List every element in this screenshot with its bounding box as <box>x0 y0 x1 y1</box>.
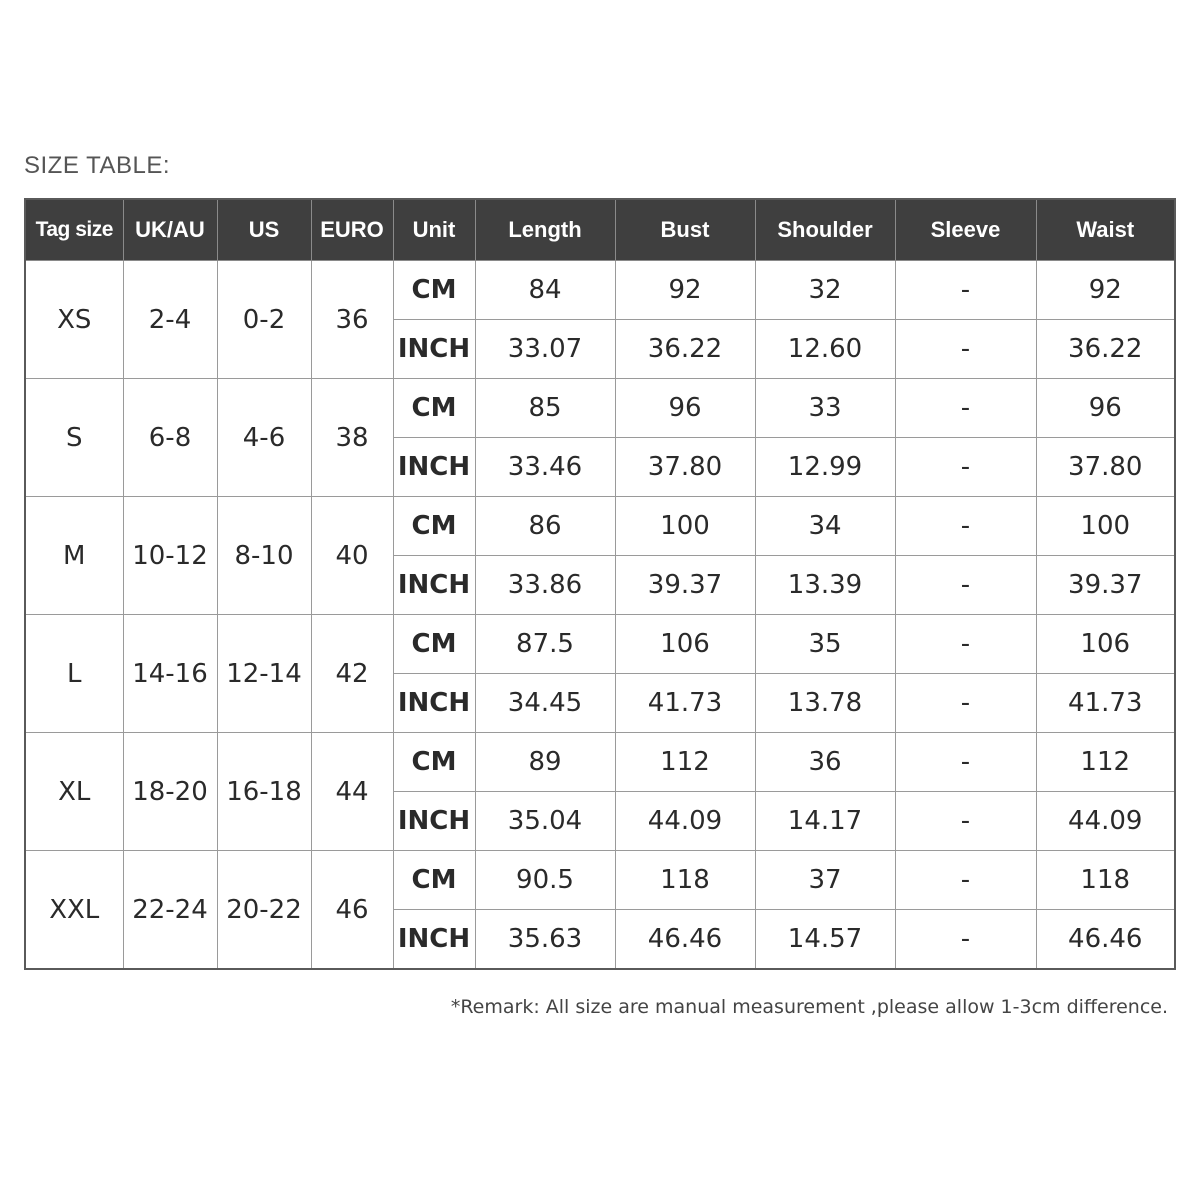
unit-cell: CM <box>393 497 475 556</box>
shoulder-cell: 13.78 <box>755 674 895 733</box>
shoulder-cell: 37 <box>755 851 895 910</box>
length-cell: 84 <box>475 261 615 320</box>
unit-cell: INCH <box>393 674 475 733</box>
euro-cell: 44 <box>311 733 393 851</box>
unit-cell: INCH <box>393 910 475 970</box>
shoulder-cell: 32 <box>755 261 895 320</box>
waist-cell: 106 <box>1036 615 1175 674</box>
length-cell: 89 <box>475 733 615 792</box>
waist-cell: 112 <box>1036 733 1175 792</box>
unit-cell: CM <box>393 379 475 438</box>
table-row-cm <box>25 733 1175 792</box>
sleeve-cell: - <box>895 320 1036 379</box>
waist-cell: 41.73 <box>1036 674 1175 733</box>
length-cell: 90.5 <box>475 851 615 910</box>
bust-cell: 39.37 <box>615 556 755 615</box>
unit-cell: CM <box>393 733 475 792</box>
header-waist: Waist <box>1036 199 1175 261</box>
shoulder-cell: 33 <box>755 379 895 438</box>
length-cell: 33.86 <box>475 556 615 615</box>
sleeve-cell: - <box>895 261 1036 320</box>
uk-au-cell: 10-12 <box>123 497 217 615</box>
header-row <box>25 199 1175 261</box>
length-cell: 86 <box>475 497 615 556</box>
sleeve-cell: - <box>895 497 1036 556</box>
uk-au-cell: 22-24 <box>123 851 217 970</box>
shoulder-cell: 14.17 <box>755 792 895 851</box>
tag-size-cell: S <box>25 379 123 497</box>
waist-cell: 37.80 <box>1036 438 1175 497</box>
us-cell: 0-2 <box>217 261 311 379</box>
waist-cell: 96 <box>1036 379 1175 438</box>
bust-cell: 37.80 <box>615 438 755 497</box>
unit-cell: INCH <box>393 556 475 615</box>
table-row-cm <box>25 497 1175 556</box>
bust-cell: 106 <box>615 615 755 674</box>
euro-cell: 46 <box>311 851 393 970</box>
table-header <box>25 199 1175 261</box>
uk-au-cell: 6-8 <box>123 379 217 497</box>
size-table-title: SIZE TABLE: <box>24 152 170 179</box>
bust-cell: 41.73 <box>615 674 755 733</box>
sleeve-cell: - <box>895 556 1036 615</box>
shoulder-cell: 12.99 <box>755 438 895 497</box>
table-body <box>25 261 1175 970</box>
length-cell: 33.46 <box>475 438 615 497</box>
waist-cell: 39.37 <box>1036 556 1175 615</box>
waist-cell: 118 <box>1036 851 1175 910</box>
unit-cell: INCH <box>393 320 475 379</box>
sleeve-cell: - <box>895 674 1036 733</box>
us-cell: 20-22 <box>217 851 311 970</box>
sleeve-cell: - <box>895 379 1036 438</box>
bust-cell: 118 <box>615 851 755 910</box>
header-sleeve: Sleeve <box>895 199 1036 261</box>
length-cell: 35.63 <box>475 910 615 970</box>
length-cell: 34.45 <box>475 674 615 733</box>
euro-cell: 42 <box>311 615 393 733</box>
bust-cell: 44.09 <box>615 792 755 851</box>
unit-cell: INCH <box>393 438 475 497</box>
unit-cell: INCH <box>393 792 475 851</box>
sleeve-cell: - <box>895 615 1036 674</box>
sleeve-cell: - <box>895 792 1036 851</box>
size-table <box>24 198 1176 970</box>
sleeve-cell: - <box>895 851 1036 910</box>
length-cell: 33.07 <box>475 320 615 379</box>
header-euro: EURO <box>311 199 393 261</box>
sleeve-cell: - <box>895 438 1036 497</box>
header-us: US <box>217 199 311 261</box>
bust-cell: 96 <box>615 379 755 438</box>
header-length: Length <box>475 199 615 261</box>
waist-cell: 92 <box>1036 261 1175 320</box>
header-bust: Bust <box>615 199 755 261</box>
shoulder-cell: 36 <box>755 733 895 792</box>
euro-cell: 36 <box>311 261 393 379</box>
header-uk-au: UK/AU <box>123 199 217 261</box>
bust-cell: 100 <box>615 497 755 556</box>
waist-cell: 100 <box>1036 497 1175 556</box>
header-unit: Unit <box>393 199 475 261</box>
header-shoulder: Shoulder <box>755 199 895 261</box>
length-cell: 87.5 <box>475 615 615 674</box>
sleeve-cell: - <box>895 733 1036 792</box>
table-row-cm <box>25 379 1175 438</box>
length-cell: 85 <box>475 379 615 438</box>
euro-cell: 38 <box>311 379 393 497</box>
bust-cell: 92 <box>615 261 755 320</box>
us-cell: 4-6 <box>217 379 311 497</box>
shoulder-cell: 35 <box>755 615 895 674</box>
unit-cell: CM <box>393 261 475 320</box>
uk-au-cell: 14-16 <box>123 615 217 733</box>
tag-size-cell: XS <box>25 261 123 379</box>
euro-cell: 40 <box>311 497 393 615</box>
waist-cell: 46.46 <box>1036 910 1175 970</box>
unit-cell: CM <box>393 851 475 910</box>
waist-cell: 36.22 <box>1036 320 1175 379</box>
table-row-cm <box>25 261 1175 320</box>
remark-note: *Remark: All size are manual measurement ,please allow 1-3cm difference. <box>450 996 1168 1018</box>
uk-au-cell: 2-4 <box>123 261 217 379</box>
shoulder-cell: 12.60 <box>755 320 895 379</box>
bust-cell: 36.22 <box>615 320 755 379</box>
tag-size-cell: XL <box>25 733 123 851</box>
us-cell: 8-10 <box>217 497 311 615</box>
shoulder-cell: 14.57 <box>755 910 895 970</box>
tag-size-cell: XXL <box>25 851 123 970</box>
table-row-cm <box>25 851 1175 910</box>
waist-cell: 44.09 <box>1036 792 1175 851</box>
table-row-cm <box>25 615 1175 674</box>
shoulder-cell: 13.39 <box>755 556 895 615</box>
us-cell: 16-18 <box>217 733 311 851</box>
tag-size-cell: M <box>25 497 123 615</box>
bust-cell: 112 <box>615 733 755 792</box>
uk-au-cell: 18-20 <box>123 733 217 851</box>
unit-cell: CM <box>393 615 475 674</box>
shoulder-cell: 34 <box>755 497 895 556</box>
us-cell: 12-14 <box>217 615 311 733</box>
bust-cell: 46.46 <box>615 910 755 970</box>
header-tag-size: Tag size <box>25 199 123 261</box>
tag-size-cell: L <box>25 615 123 733</box>
length-cell: 35.04 <box>475 792 615 851</box>
sleeve-cell: - <box>895 910 1036 970</box>
